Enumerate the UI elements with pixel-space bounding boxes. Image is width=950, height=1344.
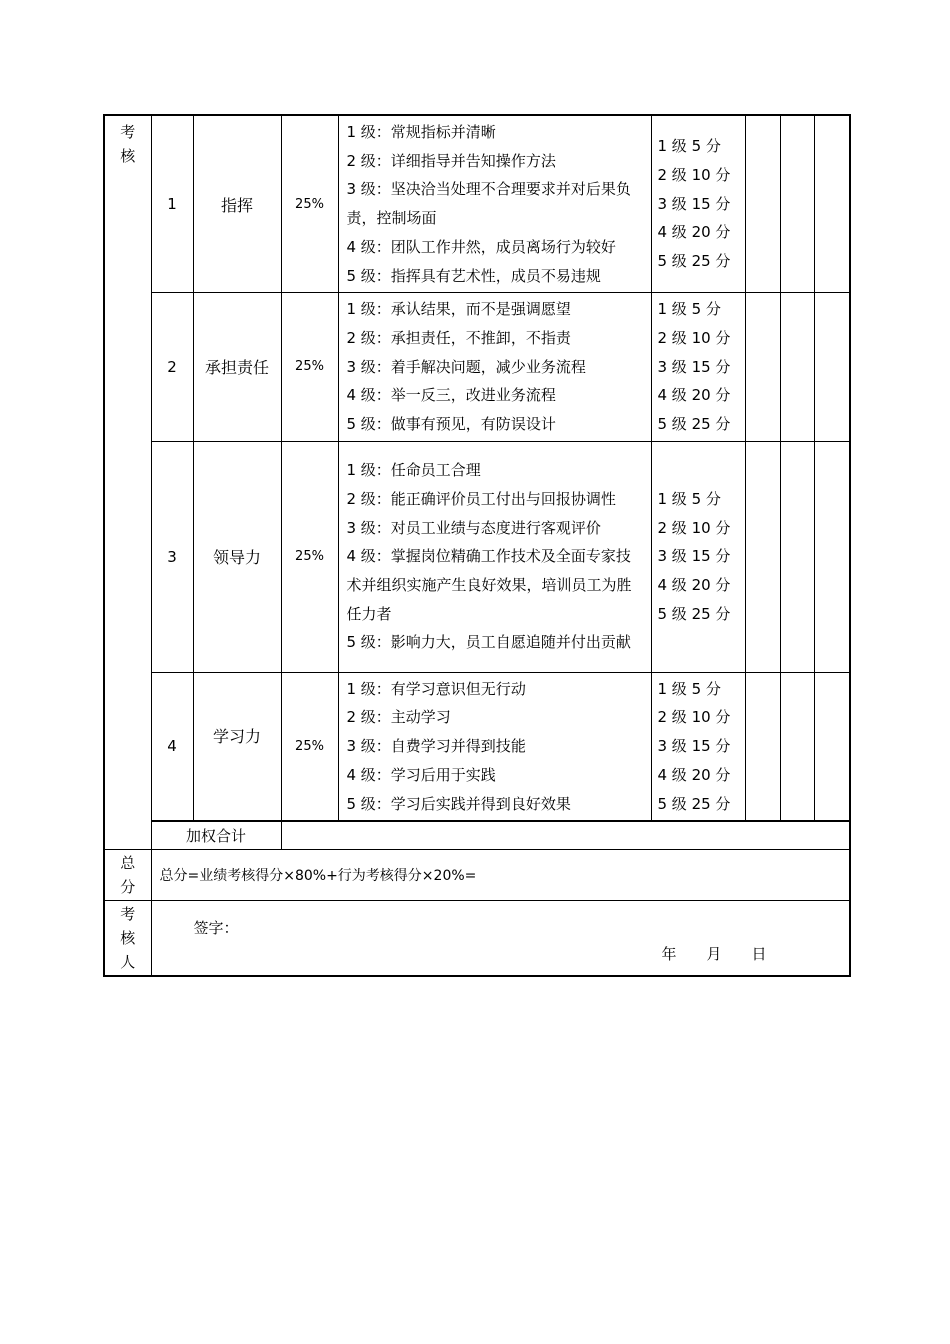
table-row [104,293,850,442]
item-name: 指挥 [193,115,281,293]
level-score: 4 级 20 分 [657,386,731,405]
table-row [104,441,850,672]
level-score: 5 级 25 分 [657,252,731,271]
score-cell-1[interactable] [745,293,780,442]
level-description: 4 级：团队工作井然，成员离场行为较好 [346,237,616,256]
level-score: 2 级 10 分 [657,166,731,185]
level-score: 4 级 20 分 [657,223,731,242]
level-score: 3 级 15 分 [657,737,731,756]
level-score: 2 级 10 分 [657,518,731,537]
level-scores [651,115,745,293]
level-description: 2 级：承担责任，不推卸，不指责 [346,328,571,347]
table-row [104,115,850,293]
item-name: 领导力 [193,441,281,672]
level-description: 2 级：能正确评价员工付出与回报协调性 [346,489,616,508]
level-score: 3 级 15 分 [657,547,731,566]
level-description: 2 级：详细指导并告知操作方法 [346,151,556,170]
assessor-sign-cell[interactable] [151,901,850,977]
total-score-row [104,850,850,901]
item-weight: 25% [281,293,338,442]
weighted-total-row [104,821,850,850]
item-name: 学习力 [193,672,281,821]
level-scores [651,293,745,442]
item-weight: 25% [281,115,338,293]
level-description: 3 级：着手解决问题，减少业务流程 [346,357,586,376]
level-description: 3 级：坚决洽当处理不合理要求并对后果负责，控制场面 [346,180,631,228]
score-cell-3[interactable] [814,672,850,821]
level-description: 3 级：对员工业绩与态度进行客观评价 [346,518,601,537]
score-cell-1[interactable] [745,115,780,293]
level-score: 3 级 15 分 [657,357,731,376]
total-formula: 总分=业绩考核得分×80%+行为考核得分×20%= [151,850,850,901]
assessment-side-label: 考 核 [104,115,151,850]
item-weight: 25% [281,672,338,821]
level-score: 5 级 25 分 [657,415,731,434]
level-descriptions [338,115,651,293]
score-cell-2[interactable] [780,115,814,293]
item-number: 1 [151,115,193,293]
level-description: 5 级：指挥具有艺术性，成员不易违规 [346,266,601,285]
item-name: 承担责任 [193,293,281,442]
level-description: 5 级：学习后实践并得到良好效果 [346,794,571,813]
level-descriptions [338,441,651,672]
level-description: 4 级：举一反三，改进业务流程 [346,386,556,405]
level-score: 5 级 25 分 [657,794,731,813]
score-cell-2[interactable] [780,293,814,442]
level-description: 1 级：任命员工合理 [346,461,481,480]
item-number: 2 [151,293,193,442]
score-cell-1[interactable] [745,672,780,821]
item-number: 3 [151,441,193,672]
level-description: 3 级：自费学习并得到技能 [346,737,526,756]
score-cell-3[interactable] [814,293,850,442]
level-score: 4 级 20 分 [657,576,731,595]
score-cell-2[interactable] [780,441,814,672]
assessor-row [104,901,850,977]
level-score: 2 级 10 分 [657,328,731,347]
level-score: 1 级 5 分 [657,679,721,698]
score-cell-3[interactable] [814,441,850,672]
weighted-total-label: 加权合计 [151,821,281,850]
level-score: 1 级 5 分 [657,137,721,156]
level-description: 5 级：做事有预见，有防误设计 [346,415,556,434]
sign-date [662,943,797,964]
level-descriptions [338,672,651,821]
level-descriptions [338,293,651,442]
level-description: 4 级：掌握岗位精确工作技术及全面专家技术并组织实施产生良好效果，培训员工为胜任力者 [346,547,632,623]
weighted-total-value[interactable] [281,821,850,850]
level-description: 4 级：学习后用于实践 [346,765,496,784]
sign-label: 签字： [193,919,239,938]
score-cell-2[interactable] [780,672,814,821]
level-score: 2 级 10 分 [657,708,731,727]
date-day: 日 [751,945,767,964]
item-weight: 25% [281,441,338,672]
date-year: 年 [661,945,677,964]
level-scores [651,672,745,821]
level-score: 4 级 20 分 [657,765,731,784]
table-row [104,672,850,821]
level-description: 5 级：影响力大，员工自愿追随并付出贡献 [346,633,631,652]
level-score: 5 级 25 分 [657,604,731,623]
level-description: 2 级：主动学习 [346,708,451,727]
date-month: 月 [706,945,722,964]
item-number: 4 [151,672,193,821]
behavior-assessment-table [103,114,851,977]
level-score: 3 级 15 分 [657,194,731,213]
score-cell-3[interactable] [814,115,850,293]
level-description: 1 级：有学习意识但无行动 [346,679,526,698]
level-scores [651,441,745,672]
level-description: 1 级：常规指标并清晰 [346,123,496,141]
total-label: 总 分 [104,850,151,901]
level-description: 1 级：承认结果，而不是强调愿望 [346,300,571,319]
assessor-label: 考 核 人 [104,901,151,977]
level-score: 1 级 5 分 [657,300,721,319]
score-cell-1[interactable] [745,441,780,672]
level-score: 1 级 5 分 [657,489,721,508]
